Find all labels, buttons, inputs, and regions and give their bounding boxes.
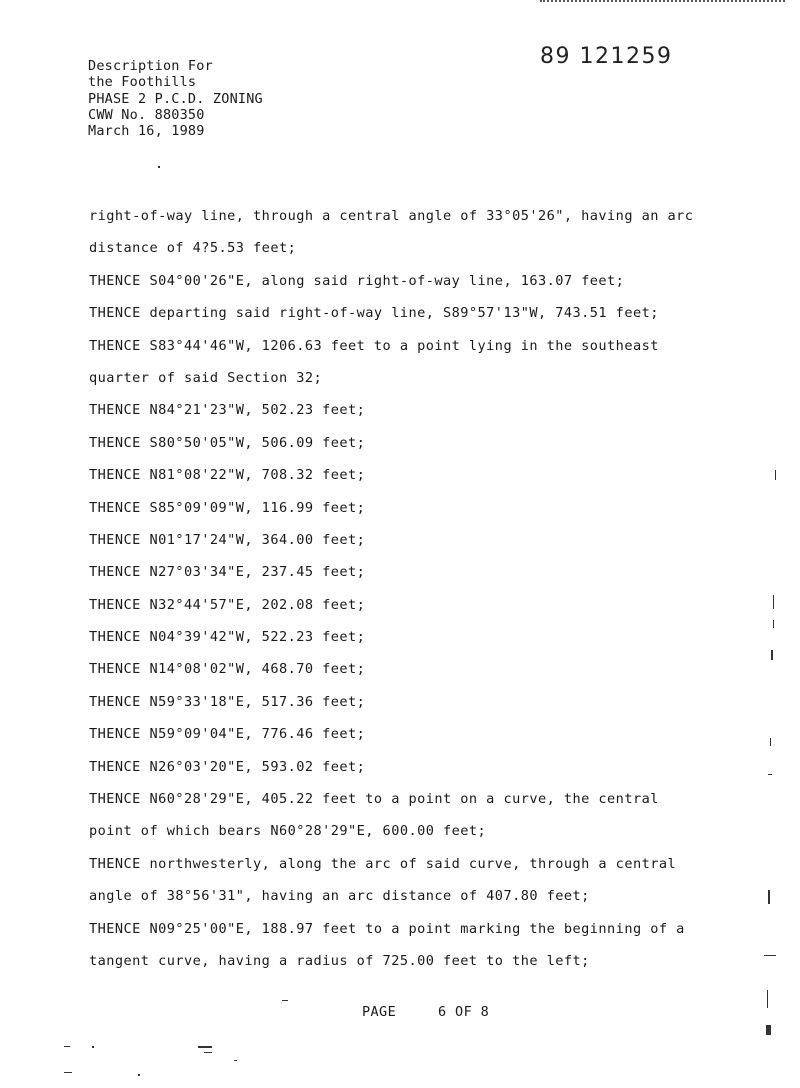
body-line: THENCE N32°44'57"E, 202.08 feet; [89, 596, 366, 613]
scan-speck [766, 1025, 771, 1035]
header-line-zoning: PHASE 2 P.C.D. ZONING [88, 90, 263, 107]
scan-speck [767, 990, 768, 1008]
header-line-cww-number: CWW No. 880350 [88, 106, 205, 123]
scan-speck [282, 1000, 288, 1001]
scan-speck [64, 1072, 72, 1073]
page-number: 6 OF 8 [438, 1004, 490, 1020]
scan-speck [198, 1046, 212, 1048]
body-line: tangent curve, having a radius of 725.00 feet to the left; [89, 952, 590, 969]
header-line-date: March 16, 1989 [88, 123, 205, 140]
body-line: distance of 4?5.53 feet; [89, 240, 297, 257]
body-line: THENCE S04°00'26"E, along said right-of-way line, 163.07 feet; [89, 272, 625, 289]
body-line: THENCE N04°39'42"W, 522.23 feet; [89, 629, 366, 646]
scan-artifact-top [540, 0, 785, 5]
scan-speck [234, 1060, 237, 1061]
scan-speck [773, 620, 774, 628]
body-line: quarter of said Section 32; [89, 369, 323, 386]
scan-speck [764, 955, 776, 956]
scan-speck [138, 1074, 140, 1076]
scan-speck [158, 166, 160, 168]
header-line-description: Description For [88, 58, 213, 74]
legal-description-body [89, 205, 759, 982]
scan-speck [768, 890, 770, 904]
scan-speck [775, 470, 776, 480]
scan-speck [768, 774, 772, 775]
scan-speck [771, 650, 773, 660]
body-line: THENCE N09°25'00"E, 188.97 feet to a point marking the beginning of a [89, 920, 685, 937]
body-line: THENCE N27°03'34"E, 237.45 feet; [89, 564, 366, 581]
body-line: THENCE N60°28'29"E, 405.22 feet to a point on a curve, the central [89, 791, 659, 808]
header-line-project: the Foothills [88, 74, 197, 91]
page-label: PAGE [362, 1004, 397, 1020]
body-line: THENCE N59°33'18"E, 517.36 feet; [89, 693, 366, 710]
body-line: THENCE northwesterly, along the arc of said curve, through a central [89, 855, 677, 872]
body-line: THENCE N59°09'04"E, 776.46 feet; [89, 726, 366, 743]
body-line: THENCE S83°44'46"W, 1206.63 feet to a point lying in the southeast [89, 337, 659, 354]
scan-speck [770, 738, 771, 746]
body-line: THENCE N14°08'02"W, 468.70 feet; [89, 661, 366, 678]
scan-speck [204, 1052, 212, 1053]
body-line: THENCE N26°03'20"E, 593.02 feet; [89, 758, 366, 775]
page-footer [362, 1004, 489, 1020]
body-line: THENCE departing said right-of-way line, S89°57'13"W, 743.51 feet; [89, 305, 659, 322]
body-line: THENCE N01°17'24"W, 364.00 feet; [89, 531, 366, 548]
body-line: THENCE N84°21'23"W, 502.23 feet; [89, 402, 366, 419]
scan-speck [92, 1046, 94, 1048]
body-line: THENCE N81°08'22"W, 708.32 feet; [89, 467, 366, 484]
body-line: point of which bears N60°28'29"E, 600.00 feet; [89, 823, 487, 840]
body-line: angle of 38°56'31", having an arc distance of 407.80 feet; [89, 888, 590, 905]
body-line: THENCE S80°50'05"W, 506.09 feet; [89, 434, 366, 451]
body-line: right-of-way line, through a central angle of 33°05'26", having an arc [89, 208, 694, 224]
document-number: 89 121259 [540, 44, 673, 69]
scan-speck [64, 1046, 70, 1047]
scan-speck [773, 595, 774, 609]
body-line: THENCE S85°09'09"W, 116.99 feet; [89, 499, 366, 516]
document-header [88, 58, 263, 139]
